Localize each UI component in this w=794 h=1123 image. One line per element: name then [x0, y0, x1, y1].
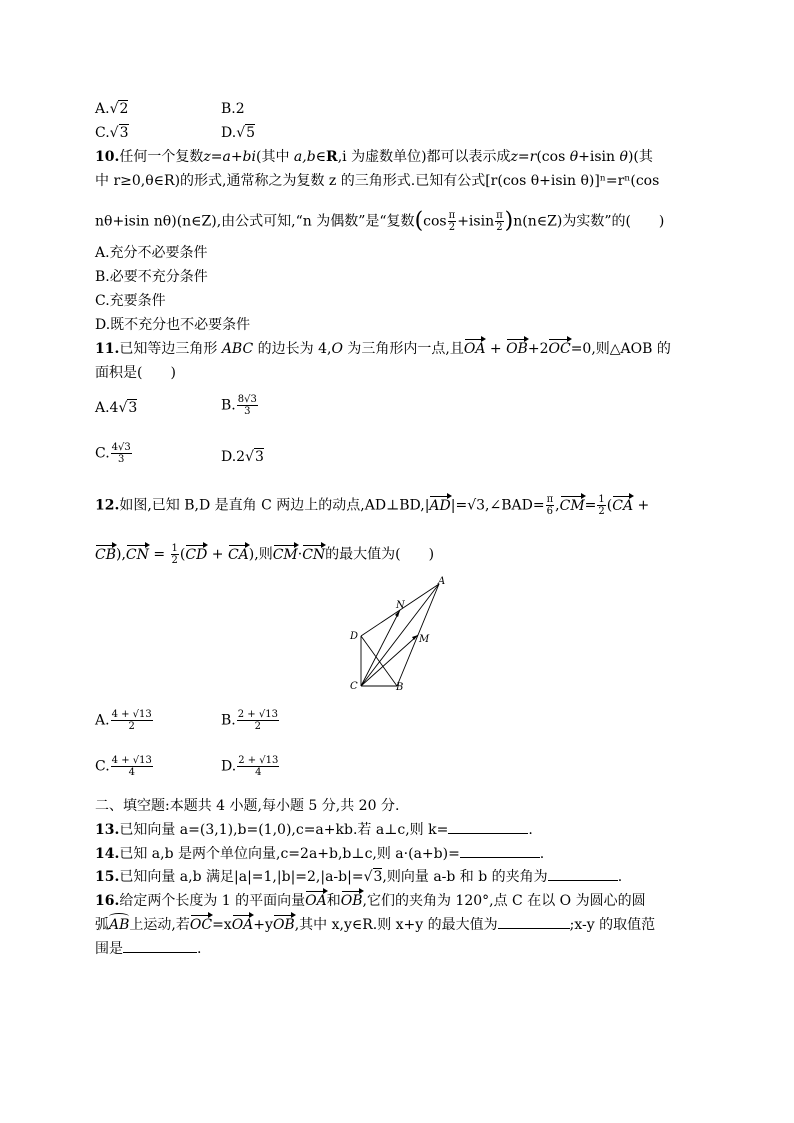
- q15-line: 15.已知向量 a,b 满足|a|=1,|b|=2,|a-b|=√3,则向量 a-b 和 b 的夹角为 .: [95, 869, 623, 885]
- q10-option-a: A.充分不必要条件: [95, 245, 208, 261]
- q16-answer-blank-2[interactable]: [123, 940, 197, 953]
- q15-answer-blank[interactable]: [548, 868, 618, 881]
- q12-option-b: B. $\frac{2 + √13}{2}$: [221, 709, 278, 732]
- q12-option-a: A. $\frac{4 + √13}{2}$: [95, 709, 152, 732]
- q16-answer-blank-1[interactable]: [498, 916, 570, 929]
- label-c: C: [350, 681, 358, 692]
- q13-answer-blank[interactable]: [448, 821, 528, 834]
- q11-line-1: 11.已知等边三角形 ABC 的边长为 4,O 为三角形内一点,且OA + OB+2OC=0,则△AOB 的: [95, 341, 671, 357]
- q11-option-c: C. $\frac{4√3}{3}$: [95, 442, 131, 465]
- label-m: M: [419, 634, 430, 645]
- q16-line-2: 弧AB上运动,若OC=xOA+yOB,其中 x,y∈R.则 x+y 的最大值为 ;x-y 的取值范: [95, 917, 656, 933]
- q14-line: 14.已知 a,b 是两个单位向量,c=2a+b,b⊥c,则 a·(a+b)= .: [95, 846, 545, 862]
- q12-line-1: 12.如图,已知 B,D 是直角 C 两边上的动点,AD⊥BD,|AD|=√3,∠BAD= $\frac{\pi}{6}$ ,CM= $\frac{1}{2}$ (CA +: [95, 494, 650, 517]
- q10-option-b: B.必要不充分条件: [95, 269, 208, 285]
- q11-line-2: 面积是( ): [95, 365, 176, 381]
- q10-option-c: C.充要条件: [95, 293, 166, 309]
- q10-line-3: nθ+isin nθ)(n∈Z),由公式可知,“n 为偶数”是“复数(cos $\frac{\pi}{2}$ +isin $\frac{\pi}{2}$ )n(n∈Z)为实数”的( ): [95, 208, 665, 234]
- q16-line-3: 围是 .: [95, 941, 202, 957]
- q9-option-b: B.2: [221, 101, 245, 117]
- q10-option-d: D.既不充分也不必要条件: [95, 317, 251, 333]
- q12-option-c: C. $\frac{4 + √13}{4}$: [95, 755, 152, 778]
- q12-line-2: CB),CN = $\frac{1}{2}$ (CD + CA),则CM·CN的最大值为( ): [95, 543, 435, 566]
- cn-arrowhead: [395, 610, 400, 617]
- section-2-heading: 二、填空题:本题共 4 小题,每小题 5 分,共 20 分.: [95, 798, 400, 814]
- label-a: A: [438, 576, 446, 587]
- label-n: N: [396, 600, 405, 611]
- q12-geometry-figure: [342, 576, 452, 696]
- q9-option-c: C.√3: [95, 125, 129, 141]
- q13-line: 13.已知向量 a=(3,1),b=(1,0),c=a+kb.若 a⊥c,则 k= .: [95, 822, 533, 838]
- q11-option-d: D.2√3: [221, 449, 264, 465]
- q11-option-a: A.4√3: [95, 400, 138, 416]
- q10-line-1: 10.任何一个复数z=a+bi(其中 a,b∈R,i 为虚数单位)都可以表示成z=r(cos θ+isin θ)(其: [95, 149, 653, 165]
- q11-option-b: B. $\frac{8√3}{3}$: [221, 394, 257, 417]
- q12-option-d: D. $\frac{2 + √13}{4}$: [221, 755, 279, 778]
- label-d: D: [350, 631, 359, 642]
- q9-option-a: A.√2: [95, 101, 129, 117]
- label-b: B: [396, 682, 404, 693]
- q9-option-d: D.√5: [221, 125, 256, 141]
- q14-answer-blank[interactable]: [460, 845, 540, 858]
- q16-line-1: 16.给定两个长度为 1 的平面向量OA和OB,它们的夹角为 120°,点 C 在以 O 为圆心的圆: [95, 893, 646, 909]
- vector-cm: [361, 635, 418, 686]
- vector-cn: [361, 610, 400, 686]
- q10-line-2: 中 r≥0,θ∈R)的形式,通常称之为复数 z 的三角形式.已知有公式[r(cos θ+isin θ)]ⁿ=rⁿ(cos: [95, 173, 660, 189]
